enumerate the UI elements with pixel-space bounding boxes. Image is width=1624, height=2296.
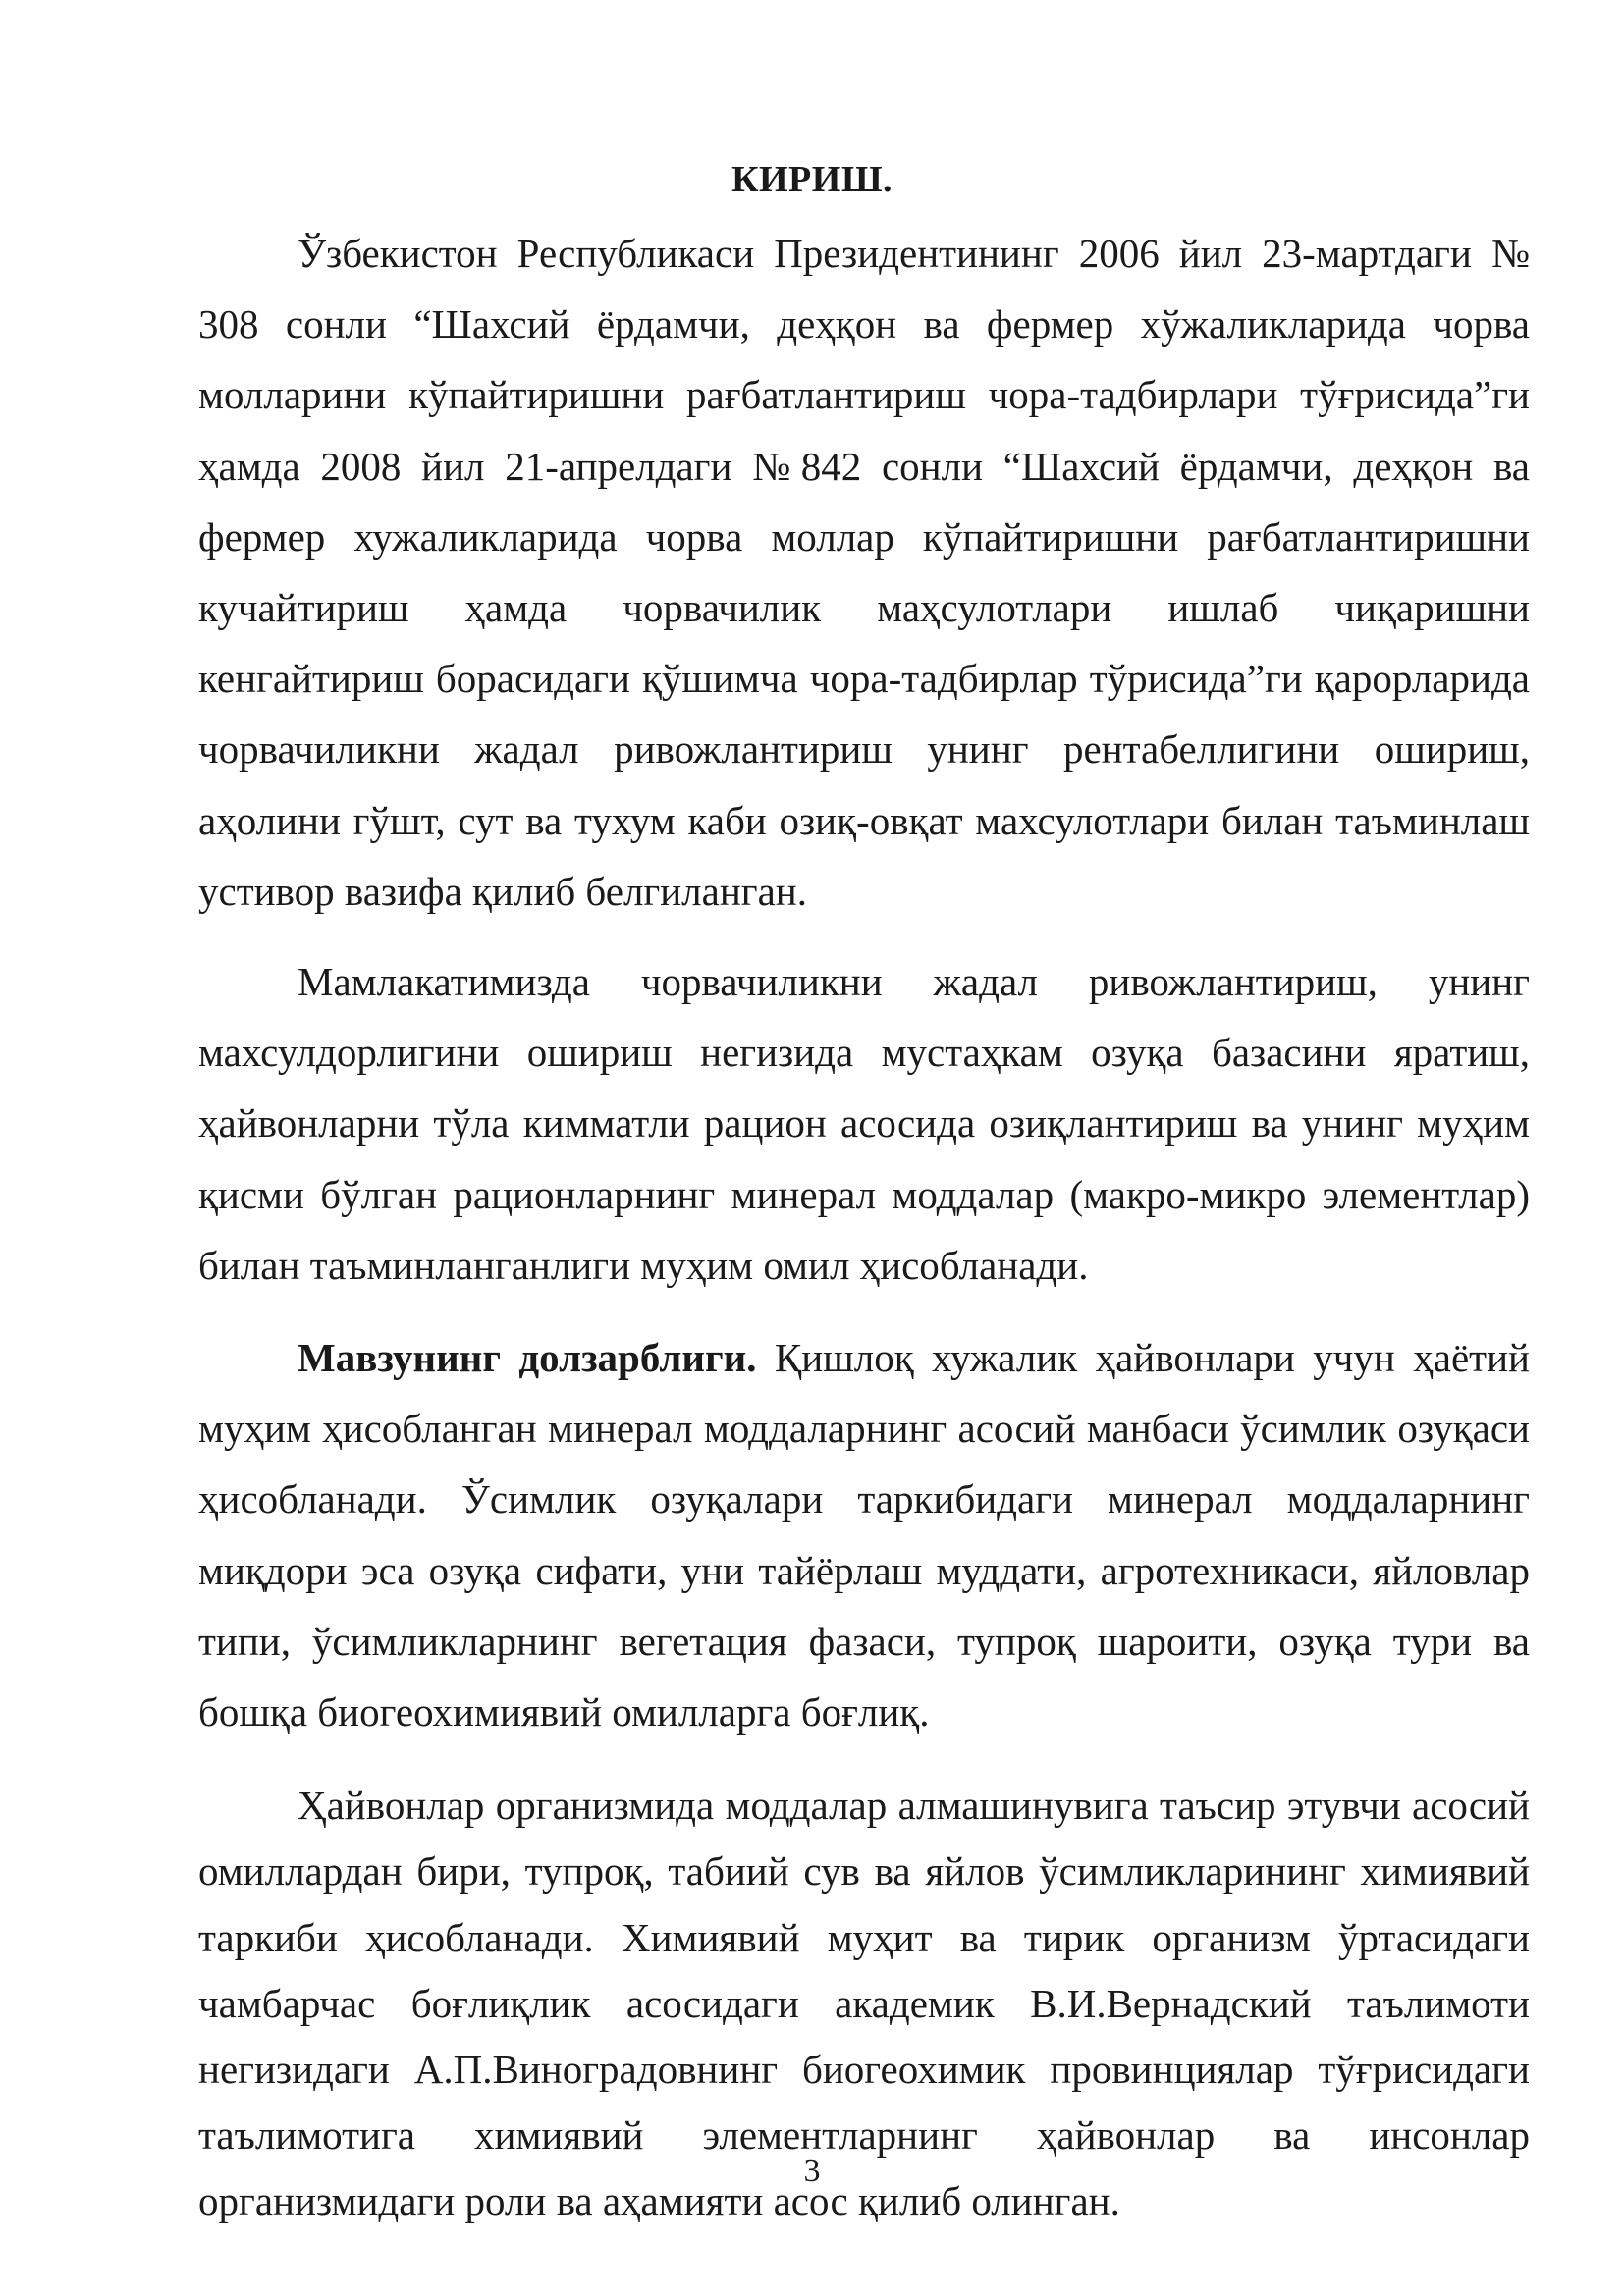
paragraph-relevance — [198, 1322, 1530, 1747]
relevance-lead: Мавзунинг долзарблиги. — [298, 1335, 757, 1381]
relevance-text: Қишлоқ хужалик ҳайвонлари учун ҳаётий муҳим ҳисобланган минерал моддаларнинг асосий манбаси ўсимлик озуқаси ҳисобланади. Ўсимлик озуқалари таркибидаги минерал моддаларнинг миқдори эса озуқа сифати, уни тайёрлаш муддати, агротехникаси, яйловлар типи, ўсимликларнинг вегетация фазаси, тупроқ шароити, озуқа тури ва бошқа биогеохимиявий омилларга боғлиқ. — [198, 1335, 1530, 1735]
paragraph-biogeochemistry: Ҳайвонлар организмида моддалар алмашинувига таъсир этувчи асосий омиллардан бири, тупроқ, табиий сув ва яйлов ўсимликларининг химиявий таркиби ҳисобланади. Химиявий муҳит ва тирик организм ўртасидаги чамбарчас боғлиқлик асосидаги академик В.И.Вернадский таълимоти негизидаги А.П.Виноградовнинг биогеохимик провинциялар тўғрисидаги таълимотига химиявий элементларнинг ҳайвонлар ва инсонлар организмидаги роли ва аҳамияти асос қилиб олинган. — [198, 1783, 1530, 2224]
section-heading: КИРИШ. — [731, 159, 893, 200]
paragraph-country-goals: Мамлакатимизда чорвачиликни жадал ривожлантириш, унинг махсулдорлигини ошириш негизида мустаҳкам озуқа базасини яратиш, ҳайвонларни тўла кимматли рацион асосида озиқлантириш ва унинг муҳим қисми бўлган рационларнинг минерал моддалар (макро-микро элементлар) билан таъминланганлиги муҳим омил ҳисобланади. — [198, 959, 1530, 1288]
body-text — [198, 218, 1530, 2235]
paragraph-decrees: Ўзбекистон Республикаси Президентининг 2006 йил 23-мартдаги № 308 сонли “Шахсий ёрдамчи, деҳқон ва фермер хўжаликларида чорва молларини кўпайтиришни рағбатлантириш чора-тадбирлари тўғрисида”ги ҳамда 2008 йил 21-апрелдаги №842 сонли “Шахсий ёрдамчи, деҳқон ва фермер хужаликларида чорва моллар кўпайтиришни рағбатлантиришни кучайтириш ҳамда чорвачилик маҳсулотлари ишлаб чиқаришни кенгайтириш борасидаги қўшимча чора-тадбирлар тўрисида”ги қарорларида чорвачиликни жадал ривожлантириш унинг рентабеллигини ошириш, аҳолини гўшт, сут ва тухум каби озиқ-овқат махсулотлари билан таъминлаш устивор вазифа қилиб белгиланган. — [198, 231, 1530, 914]
page-number: 3 — [803, 2153, 821, 2189]
